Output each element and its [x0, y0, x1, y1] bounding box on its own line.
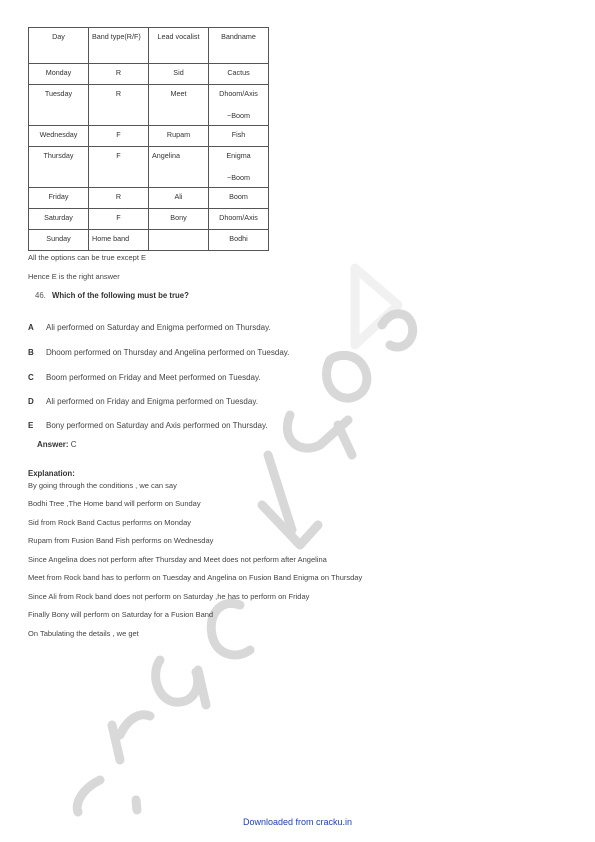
answer-label: Answer: [37, 440, 69, 449]
cell-day: Thursday [29, 147, 89, 188]
cell-type: R [89, 188, 149, 209]
option-a [28, 323, 271, 332]
cell-day: Sunday [29, 230, 89, 251]
band-line: Cactus [227, 68, 250, 77]
option-text: Dhoom performed on Thursday and Angelina performed on Tuesday. [46, 348, 290, 357]
option-text: Ali performed on Friday and Enigma performed on Tuesday. [46, 397, 258, 406]
option-text: Boom performed on Friday and Meet performed on Tuesday. [46, 373, 261, 382]
answer-value: C [70, 440, 77, 449]
cell-vocalist: Meet [149, 85, 209, 126]
table-header-row [29, 28, 269, 64]
cell-band [209, 85, 269, 126]
table-row [29, 188, 269, 209]
band-line-2: ~Boom [227, 111, 250, 120]
footer-download-link[interactable]: Downloaded from cracku.in [242, 817, 353, 827]
explanation-line: Finally Bony will perform on Saturday for a Fusion Band [28, 610, 214, 619]
cell-type: Home band [89, 230, 149, 251]
option-letter: C [28, 373, 34, 382]
band-line: Dhoom/Axis [219, 89, 258, 98]
cell-vocalist: Rupam [149, 126, 209, 147]
explanation-line: Since Ali from Rock band does not perform on Saturday ,he has to perform on Friday [28, 592, 310, 601]
cell-day: Tuesday [29, 85, 89, 126]
question-number: 46. [35, 291, 46, 300]
explanation-line: On Tabulating the details , we get [28, 629, 139, 638]
table-row [29, 64, 269, 85]
note-line-2: Hence E is the right answer [28, 272, 120, 281]
option-e [28, 421, 268, 430]
schedule-table [28, 27, 269, 251]
cell-day: Friday [29, 188, 89, 209]
cell-band [209, 188, 269, 209]
cell-band [209, 147, 269, 188]
table-row [29, 126, 269, 147]
header-day: Day [29, 28, 89, 64]
band-line: Dhoom/Axis [219, 213, 258, 222]
table-row [29, 85, 269, 126]
cell-day: Monday [29, 64, 89, 85]
option-b [28, 348, 289, 357]
cell-band [209, 209, 269, 230]
header-band-type: Band type(R/F) [89, 28, 149, 64]
cell-vocalist: Ali [149, 188, 209, 209]
option-letter: D [28, 397, 34, 406]
option-letter: A [28, 323, 34, 332]
explanation-line: Rupam from Fusion Band Fish performs on Wednesday [28, 536, 214, 545]
cell-vocalist [149, 230, 209, 251]
explanation-line: By going through the conditions , we can say [28, 481, 177, 490]
header-lead-vocalist: Lead vocalist [149, 28, 209, 64]
band-line: Boom [229, 192, 248, 201]
explanation-title: Explanation: [28, 469, 75, 478]
option-letter: E [28, 421, 34, 430]
cell-band [209, 230, 269, 251]
cell-type: R [89, 85, 149, 126]
cell-vocalist: Sid [149, 64, 209, 85]
option-d [28, 397, 258, 406]
cell-type: F [89, 209, 149, 230]
cell-day: Saturday [29, 209, 89, 230]
band-line: Enigma [226, 151, 251, 160]
cell-type: R [89, 64, 149, 85]
option-text: Bony performed on Saturday and Axis performed on Thursday. [46, 421, 268, 430]
band-line: Fish [231, 130, 246, 139]
note-line-1: All the options can be true except E [28, 253, 146, 262]
answer [37, 440, 77, 449]
table-row [29, 230, 269, 251]
option-text: Ali performed on Saturday and Enigma performed on Thursday. [46, 323, 271, 332]
band-line: Bodhi [229, 234, 248, 243]
cell-day: Wednesday [29, 126, 89, 147]
header-bandname: Bandname [209, 28, 269, 64]
cell-band [209, 126, 269, 147]
band-line-2: ~Boom [227, 173, 250, 182]
cell-vocalist: Bony [149, 209, 209, 230]
cell-band [209, 64, 269, 85]
explanation-line: Sid from Rock Band Cactus performs on Monday [28, 518, 191, 527]
cell-type: F [89, 126, 149, 147]
explanation-line: Meet from Rock band has to perform on Tuesday and Angelina on Fusion Band Enigma on Thursday [28, 573, 363, 582]
cell-vocalist: Angelina [149, 147, 209, 188]
question-text: Which of the following must be true? [52, 291, 189, 300]
option-c [28, 373, 261, 382]
cell-type: F [89, 147, 149, 188]
table-row [29, 147, 269, 188]
option-letter: B [28, 348, 34, 357]
explanation-line: Since Angelina does not perform after Thursday and Meet does not perform after Angelina [28, 555, 327, 564]
explanation-line: Bodhi Tree ,The Home band will perform on Sunday [28, 499, 201, 508]
table-row [29, 209, 269, 230]
